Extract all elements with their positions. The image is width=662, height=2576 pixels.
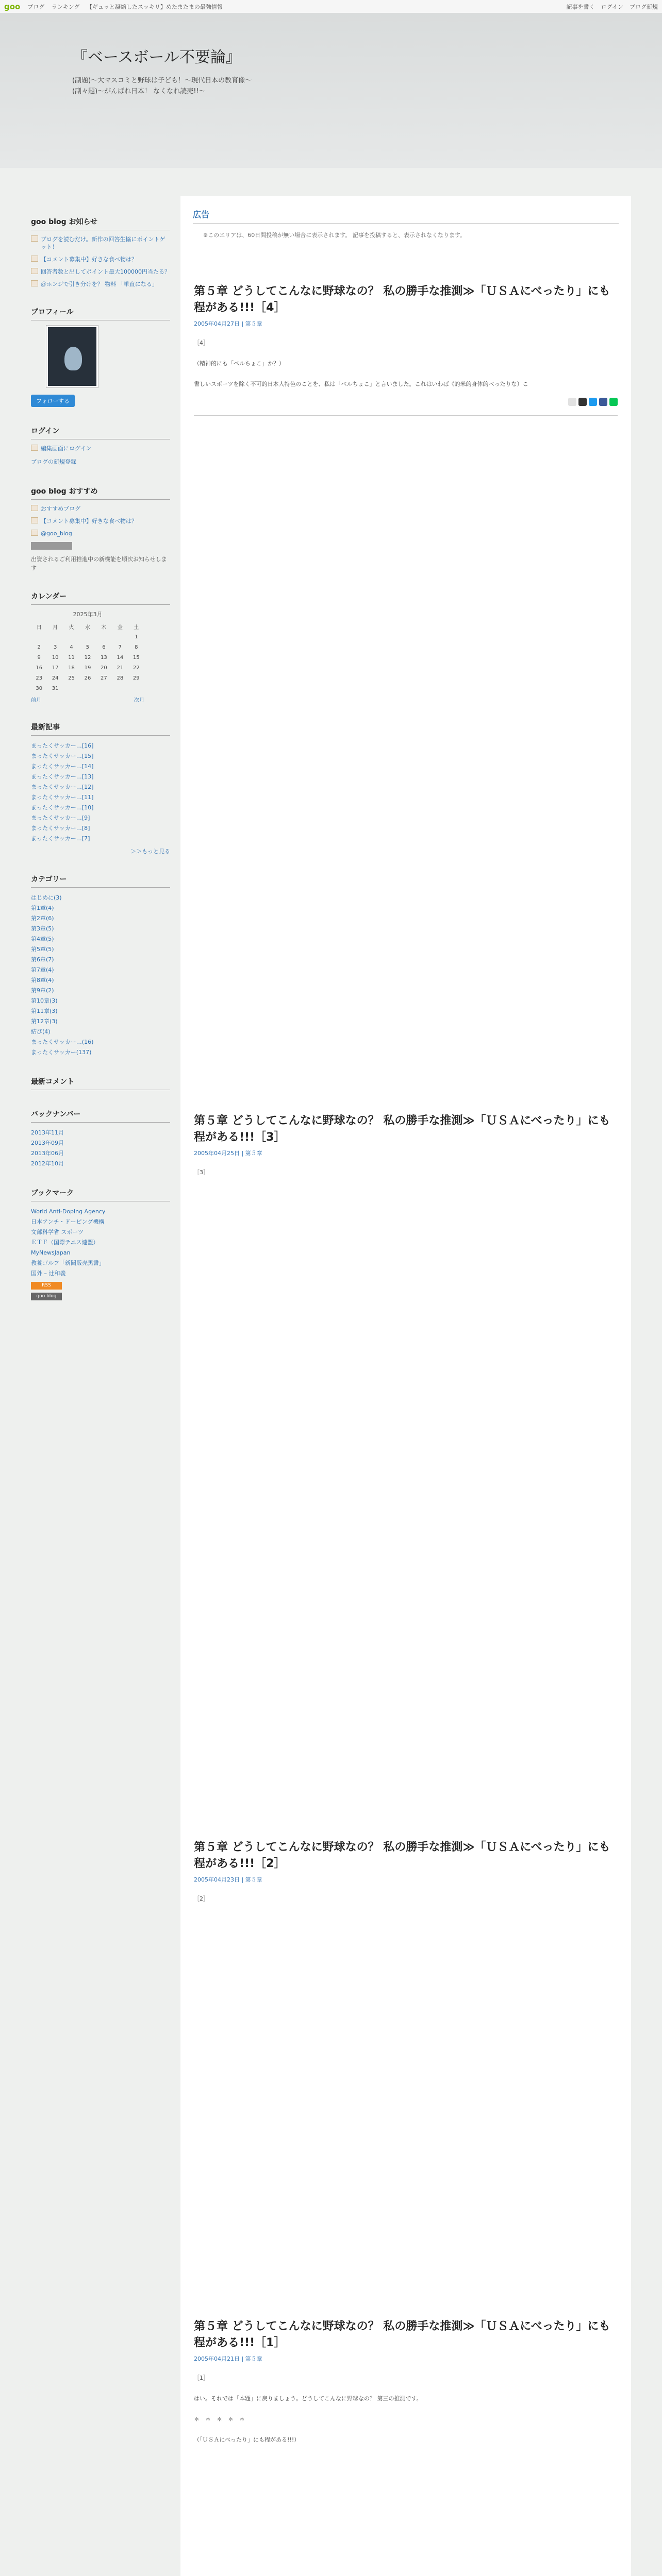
calendar-day: 4 <box>70 644 73 650</box>
recent-post-link[interactable]: まったくサッカー…[13] <box>31 773 94 780</box>
bookmark-link[interactable]: 教養ゴルフ「新聞販売黒書」 <box>31 1260 105 1266</box>
calendar-week-row <box>31 673 144 683</box>
notice-item[interactable] <box>31 235 170 251</box>
backnumber-link[interactable]: 2013年11月 <box>31 1129 64 1136</box>
recommend-title: goo blog おすすめ <box>31 486 170 500</box>
new-blog-link[interactable]: ブログ新規 <box>630 3 658 10</box>
post-title[interactable]: 第５章 どうしてこんなに野球なの？ 私の勝手な推測≫「ＵＳＡにべったり」にも程がある!!!［1］ <box>194 2320 610 2349</box>
notice-icon <box>31 280 38 286</box>
notice-label: 回答者数と出してポイント最大100000円当たる？ <box>41 268 170 275</box>
calendar-week-row <box>31 642 144 652</box>
calendar-prev-link[interactable]: 前月 <box>31 698 41 703</box>
rss-badge[interactable]: RSS <box>31 1282 62 1290</box>
top-right-menu <box>560 3 658 11</box>
weekday: 土 <box>134 624 139 631</box>
category-link[interactable]: 第5章(5) <box>31 946 54 953</box>
sidebar-recent <box>31 722 170 855</box>
bookmark-link[interactable]: 日本アンチ・ドーピング機構 <box>31 1218 105 1225</box>
post-title[interactable]: 第５章 どうしてこんなに野球なの？ 私の勝手な推測≫「ＵＳＡにべったり」にも程がある!!!［2］ <box>194 1841 610 1870</box>
notice-label: ＠ホンジで引き分けを？ 物料 「単直になる」 <box>41 281 158 287</box>
calendar-day: 8 <box>135 644 138 650</box>
calendar-day <box>112 632 128 642</box>
sidebar-comments <box>31 1076 170 1090</box>
twitter-icon <box>31 530 38 536</box>
share-buttons <box>194 398 618 406</box>
calendar-day <box>47 632 63 642</box>
notice-icon <box>31 268 38 274</box>
bookmark-link[interactable]: 文部科学省 スポーツ <box>31 1229 84 1235</box>
goo-blog-badge[interactable]: goo blog <box>31 1293 62 1300</box>
calendar-day: 26 <box>84 675 91 681</box>
calendar-week-row <box>31 632 144 642</box>
post <box>180 1839 631 1904</box>
category-link[interactable]: 第12章(3) <box>31 1018 58 1025</box>
category-link[interactable]: 第7章(4) <box>31 967 54 973</box>
recommend-item[interactable] <box>31 530 170 537</box>
calendar-day: 29 <box>133 675 140 681</box>
sidebar-bookmark <box>31 1188 170 1300</box>
login-edit-label: 編集画面にログイン <box>41 445 92 452</box>
sidebar-notices-title: goo blog お知らせ <box>31 216 170 230</box>
login-link[interactable]: ログイン <box>601 3 623 10</box>
login-edit-link[interactable] <box>31 445 170 452</box>
top-nav-ranking[interactable]: ランキング <box>51 3 80 10</box>
recent-post-link[interactable]: まったくサッカー…[16] <box>31 742 94 749</box>
calendar-day: 15 <box>133 654 140 660</box>
main-content <box>180 196 631 2576</box>
calendar-day: 9 <box>37 654 41 660</box>
top-nav-blog[interactable]: ブログ <box>27 3 45 10</box>
notice-item[interactable] <box>31 280 170 288</box>
recent-more-link[interactable]: ＞＞もっと見る <box>130 848 170 855</box>
recommend-item[interactable] <box>31 505 170 513</box>
bookmark-link[interactable]: ＥＴＦ（国際テニス連盟） <box>31 1239 99 1246</box>
calendar-week-row <box>31 683 144 693</box>
notice-item[interactable] <box>31 268 170 276</box>
calendar-day: 25 <box>68 675 75 681</box>
calendar-day: 17 <box>52 665 59 671</box>
calendar-day: 14 <box>117 654 124 660</box>
top-nav-promo[interactable]: 【ギュッと凝縮したスッキリ】めたまたまの最強情報 <box>87 3 223 10</box>
sidebar-category <box>31 874 170 1058</box>
category-link[interactable]: 第9章(2) <box>31 987 54 994</box>
recent-post-link[interactable]: まったくサッカー…[14] <box>31 763 94 770</box>
bookmark-link[interactable]: 国外 – 辻和義 <box>31 1270 66 1277</box>
backnumber-list <box>31 1128 170 1169</box>
category-link[interactable]: はじめに(3) <box>31 894 62 901</box>
comment-title: 最新コメント <box>31 1076 170 1090</box>
category-link[interactable]: 第3章(5) <box>31 925 54 932</box>
share-icon[interactable] <box>578 398 587 406</box>
sidebar-profile <box>31 307 170 407</box>
goo-logo[interactable]: goo <box>4 2 21 11</box>
calendar-day: 5 <box>86 644 90 650</box>
post-body: ［2］ <box>194 1895 209 1902</box>
post-separator <box>194 415 618 416</box>
facebook-icon[interactable] <box>599 398 607 406</box>
write-post-link[interactable]: 記事を書く <box>566 3 595 10</box>
recommend-label: 【コメント募集中】好きな食べ物は？ <box>41 518 137 524</box>
category-link[interactable]: 第2章(6) <box>31 915 54 922</box>
calendar-day: 28 <box>117 675 124 681</box>
calendar-day <box>79 683 95 693</box>
post-body: ［1］ はい。それでは「本題」に戻りましょう。どうしてこんなに野球なの？ 第三の推測です。 ＊ ＊ ＊ ＊ ＊ （「ＵＳＡにべったり」にも程がある!!!） <box>194 2375 422 2443</box>
sidebar-calendar <box>31 591 170 703</box>
calendar-day: 31 <box>52 685 59 691</box>
bookmark-link[interactable]: World Anti-Doping Agency <box>31 1208 106 1215</box>
recent-post-link[interactable]: まったくサッカー…[11] <box>31 794 94 801</box>
login-icon <box>31 445 38 451</box>
calendar-day: 18 <box>68 665 75 671</box>
category-link[interactable]: 第10章(3) <box>31 997 58 1004</box>
notice-label: 【コメント募集中】好きな食べ物は？ <box>41 256 137 263</box>
post-meta[interactable]: 2005年04月27日 | 第５章 <box>194 320 262 327</box>
post-body: ［3］ <box>194 1169 209 1176</box>
calendar-day: 6 <box>102 644 106 650</box>
bookmark-list <box>31 1207 170 1279</box>
backnumber-link[interactable]: 2013年06月 <box>31 1150 64 1157</box>
calendar-day: 3 <box>53 644 57 650</box>
recent-post-link[interactable]: まったくサッカー…[12] <box>31 784 94 790</box>
line-icon[interactable] <box>609 398 618 406</box>
calendar-week-row <box>31 663 144 673</box>
calendar-day: 19 <box>84 665 91 671</box>
calendar-day: 13 <box>101 654 107 660</box>
recent-post-link[interactable]: まったくサッカー…[15] <box>31 753 94 759</box>
notice-label: ブログを読むだけ。新作の回答生協にポイントゲット！ <box>41 236 166 250</box>
recent-title: 最新記事 <box>31 722 170 736</box>
weekday: 日 <box>36 624 42 631</box>
post-title[interactable]: 第５章 どうしてこんなに野球なの？ 私の勝手な推測≫「ＵＳＡにべったり」にも程がある!!!［4］ <box>194 285 610 314</box>
category-link[interactable]: 結び(4) <box>31 1028 51 1035</box>
post-meta[interactable]: 2005年04月25日 | 第５章 <box>194 1150 262 1157</box>
calendar-next-link[interactable]: 次月 <box>134 698 144 703</box>
notice-item[interactable] <box>31 256 170 263</box>
category-title: カテゴリー <box>31 874 170 888</box>
category-link[interactable]: まったくサッカー(137) <box>31 1049 92 1056</box>
calendar-day: 30 <box>36 685 43 691</box>
calendar-day: 22 <box>133 665 140 671</box>
category-link[interactable]: 第1章(4) <box>31 905 54 911</box>
calendar-day: 2 <box>37 644 41 650</box>
category-link[interactable]: 第6章(7) <box>31 956 54 963</box>
category-link[interactable]: 第11章(3) <box>31 1008 58 1014</box>
calendar-day: 20 <box>101 665 107 671</box>
calendar-day: 1 <box>135 634 138 640</box>
blog-description: (副題)〜大マスコミと野球は子ども！〜現代日本の教育像〜 (副々題)〜がんばれ日本！ なくなれ読売!!〜 <box>72 77 252 95</box>
category-link[interactable]: 第4章(5) <box>31 936 54 942</box>
post-meta[interactable]: 2005年04月23日 | 第５章 <box>194 1876 262 1883</box>
calendar-day <box>31 632 47 642</box>
ad-note: ※このエリアは、60日間投稿が無い場合に表示されます。 記事を投稿すると、表示されなくなります。 <box>203 232 466 239</box>
calendar-day: 23 <box>36 675 43 681</box>
share-icon[interactable] <box>568 398 576 406</box>
calendar-title: カレンダー <box>31 591 170 605</box>
calendar-weekday-row <box>31 621 144 632</box>
ad-area <box>180 196 631 249</box>
recent-post-link[interactable]: まったくサッカー…[10] <box>31 804 94 811</box>
weekday: 火 <box>69 624 74 631</box>
login-title: ログイン <box>31 426 170 439</box>
recent-post-link[interactable]: まったくサッカー…[8] <box>31 825 90 832</box>
calendar-day: 27 <box>101 675 107 681</box>
sidebar-backnumber <box>31 1109 170 1169</box>
profile-avatar[interactable] <box>46 326 98 387</box>
blog-title[interactable]: 『ベースボール不要論』 <box>72 48 241 66</box>
calendar-day: 11 <box>68 654 75 660</box>
recent-list <box>31 741 170 844</box>
category-list <box>31 893 170 1058</box>
calendar-day: 10 <box>52 654 59 660</box>
goo-blog-banner[interactable] <box>31 542 72 550</box>
blog-header <box>0 13 662 168</box>
backnumber-link[interactable]: 2013年09月 <box>31 1140 64 1146</box>
register-blog-link[interactable]: ブログの新規登録 <box>31 459 76 465</box>
calendar-day: 7 <box>118 644 122 650</box>
top-nav <box>27 3 228 11</box>
sidebar-notices <box>31 216 170 288</box>
calendar-nav <box>31 696 144 703</box>
notice-icon <box>31 256 38 262</box>
post-body: ［4］ （精神的にも「ベルちょこ」か？） 書しいスポーツを除く不可的日本人特色のことを、私は「ベルちょこ」と言いました。これはいわば《的米的身体的べったりな）こ <box>194 340 528 387</box>
calendar-day <box>96 683 112 693</box>
recent-post-link[interactable]: まったくサッカー…[7] <box>31 835 90 842</box>
category-link[interactable]: 第8章(4) <box>31 977 54 984</box>
calendar-day <box>96 632 112 642</box>
follow-button[interactable]: フォローする <box>31 395 75 407</box>
sidebar-login <box>31 426 170 467</box>
recommend-label: おすすめブログ <box>41 505 81 512</box>
recent-post-link[interactable]: まったくサッカー…[9] <box>31 815 90 821</box>
calendar-month: 2025年3月 <box>73 611 103 618</box>
calendar-day <box>63 683 79 693</box>
weekday: 木 <box>101 624 107 631</box>
twitter-icon[interactable] <box>589 398 597 406</box>
post <box>180 2318 631 2445</box>
profile-title: プロフィール <box>31 307 170 320</box>
calendar-day <box>63 632 79 642</box>
post <box>180 283 631 416</box>
weekday: 水 <box>85 624 90 631</box>
weekday: 月 <box>53 624 58 631</box>
backnumber-title: バックナンバー <box>31 1109 170 1123</box>
calendar-day <box>79 632 95 642</box>
calendar-day: 24 <box>52 675 59 681</box>
promo-text: 出資されるご利用推進中の新機能を順次お知らせします <box>31 556 167 571</box>
category-link[interactable]: まったくサッカー…(16) <box>31 1039 94 1045</box>
recommend-icon <box>31 505 38 511</box>
calendar-body <box>31 632 144 693</box>
recommend-item[interactable] <box>31 517 170 525</box>
recommend-icon <box>31 517 38 523</box>
calendar-day: 21 <box>117 665 124 671</box>
calendar-day <box>112 683 128 693</box>
notice-icon <box>31 235 38 242</box>
bookmark-link[interactable]: MyNewsJapan <box>31 1249 71 1256</box>
ad-label: 広告 <box>193 208 619 224</box>
calendar-day: 16 <box>36 665 43 671</box>
top-bar <box>0 0 662 13</box>
calendar-week-row <box>31 652 144 663</box>
sidebar <box>31 216 170 1319</box>
recommend-label: @goo_blog <box>41 530 72 537</box>
weekday: 金 <box>117 624 123 631</box>
backnumber-link[interactable]: 2012年10月 <box>31 1160 64 1167</box>
calendar-table <box>31 621 144 693</box>
post-title[interactable]: 第５章 どうしてこんなに野球なの？ 私の勝手な推測≫「ＵＳＡにべったり」にも程がある!!!［3］ <box>194 1114 610 1144</box>
calendar-day <box>128 683 144 693</box>
post-meta[interactable]: 2005年04月21日 | 第５章 <box>194 2355 262 2362</box>
post <box>180 1113 631 1178</box>
sidebar-recommend <box>31 486 170 572</box>
calendar-day: 12 <box>84 654 91 660</box>
bookmark-title: ブックマーク <box>31 1188 170 1201</box>
